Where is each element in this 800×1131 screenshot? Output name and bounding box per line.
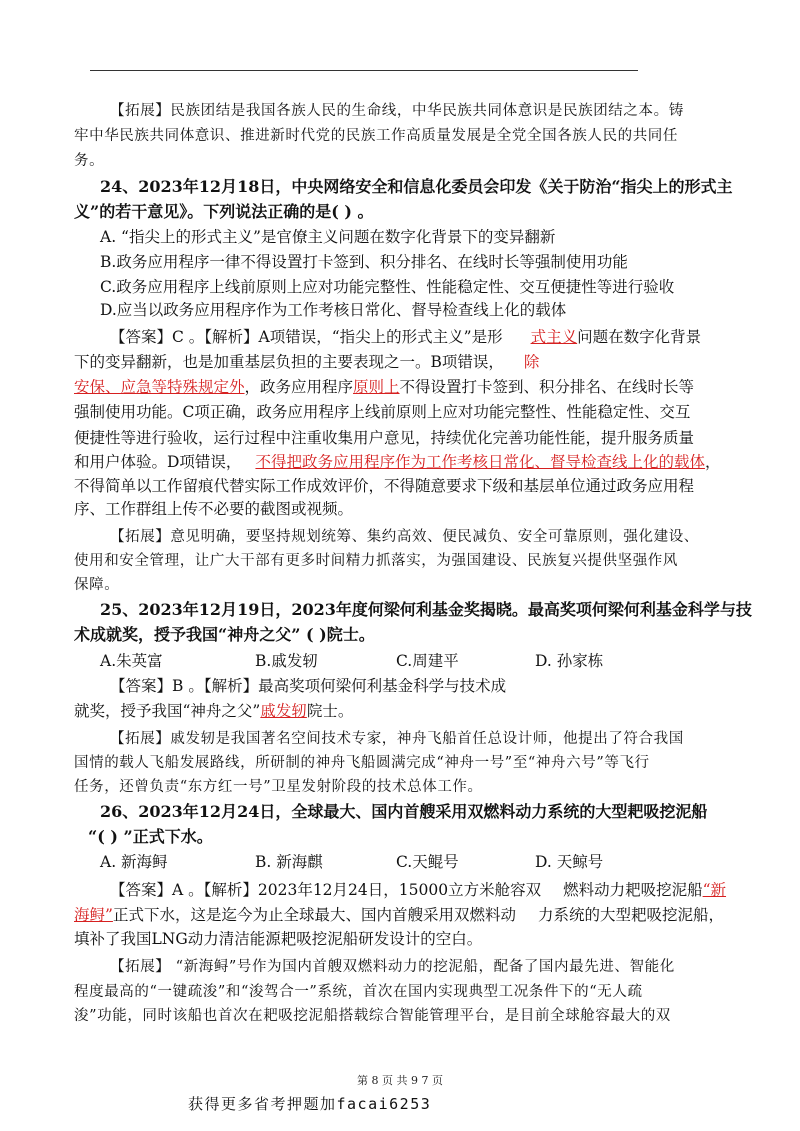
answer-highlight: 戚发轫: [260, 702, 307, 720]
answer-text: 燃料动力耙吸挖泥船: [563, 881, 703, 899]
answer-text: ，: [704, 453, 721, 471]
answer-line: [74, 350, 539, 374]
extension-text: 浚”功能，同时该船也首次在耙吸挖泥船搭载综合智能管理平台，是目前全球舱容最大的双: [74, 1008, 671, 1024]
answer-line: [110, 325, 701, 349]
answer-line: 【答案】B 。【解析】最高奖项何梁何利基金科学与技术成: [110, 677, 507, 695]
extension-text: 【拓展】 “新海鲟”号作为国内首艘双燃料动力的挖泥船，配备了国内最先进、智能化: [110, 959, 675, 975]
answer-text: 下的变异翻新，也是加重基层负担的主要表现之一。B项错误，: [74, 353, 504, 371]
answer-highlight: 原则上: [353, 378, 400, 396]
answer-text: 院士。: [306, 702, 354, 720]
header-rule: [90, 70, 638, 71]
answer-line: 序、工作群组上传不必要的截图或视频。: [74, 500, 354, 518]
answer-line: [74, 699, 353, 723]
question-25-stem: 25、2023年12月19日，2023年度何梁何利基金奖揭晓。最高奖项何梁何利基金科学与技: [100, 600, 752, 619]
answer-line: [74, 903, 724, 927]
question-26-stem: 26、2023年12月24日，全球最大、国内首艘采用双燃料动力系统的大型耙吸挖泥船: [100, 802, 708, 821]
answer-highlight: 除: [523, 353, 540, 371]
answer-text: 和用户体验。D项错误，: [74, 453, 242, 471]
answer-text: ，政务应用程序: [244, 378, 354, 396]
option-c: C.周建平: [396, 652, 459, 670]
answer-line: 便捷性等进行验收，运行过程中注重收集用户意见，持续优化完善功能性能，提升服务质量: [74, 429, 695, 447]
answer-line: [74, 450, 720, 474]
answer-text: 不得设置打卡签到、积分排名、在线时长等: [399, 378, 695, 396]
option-b: B.政务应用程序一律不得设置打卡签到、积分排名、在线时长等强制使用功能: [100, 253, 628, 271]
answer-highlight: “新: [702, 881, 727, 899]
option-a: A.朱英富: [100, 652, 163, 670]
extension-text: 【拓展】戚发轫是我国著名空间技术专家，神舟飞船首任总设计师，他提出了符合我国: [110, 731, 684, 747]
answer-text: 问题在数字化背景: [577, 328, 702, 346]
answer-text: 正式下水，这是迄今为止全球最大、国内首艘采用双燃料动: [112, 906, 516, 924]
extension-text: 国情的载人飞船发展路线，所研制的神舟飞船圆满完成“神舟一号”至“神舟六号”等飞行: [74, 755, 650, 771]
option-c: C.天鲲号: [396, 853, 459, 871]
option-b: B.戚发轫: [255, 652, 318, 670]
answer-line: [74, 375, 694, 399]
extension-text: 保障。: [74, 577, 120, 593]
extension-text: 【拓展】民族团结是我国各族人民的生命线，中华民族共同体意识是民族团结之本。铸: [110, 103, 684, 119]
answer-highlight: 安保、应急等特殊规定外: [74, 378, 245, 396]
answer-line: [110, 878, 726, 902]
question-26-stem: “( ) ”正式下水。: [88, 827, 213, 846]
answer-highlight: 式主义: [530, 328, 578, 346]
answer-highlight: 不得把政务应用程序作为工作考核日常化、督导检查线上化的载体: [255, 453, 705, 471]
extension-text: 【拓展】意见明确，要坚持规划统筹、集约高效、便民减负、安全可靠原则，强化建设、: [110, 529, 699, 545]
option-d: D. 孙家栋: [535, 652, 604, 670]
question-24-stem: 24、2023年12月18日，中央网络安全和信息化委员会印发《关于防治“指尖上的形式主: [100, 177, 733, 196]
answer-text: 【答案】A 。【解析】2023年12月24日，15000立方米舱容双: [110, 881, 542, 899]
extension-text: 任务，还曾负责“东方红一号”卫星发射阶段的技术总体工作。: [74, 779, 483, 795]
option-b: B. 新海麒: [255, 853, 323, 871]
extension-text: 牢中华民族共同体意识、推进新时代党的民族工作高质量发展是全党全国各族人民的共同任: [74, 128, 678, 144]
extension-text: 务。: [74, 153, 105, 169]
page-number: 第 8 页 共 9 7 页: [357, 1074, 443, 1087]
option-a: A. “指尖上的形式主义”是官僚主义问题在数字化背景下的变异翻新: [100, 228, 556, 246]
extension-text: 程度最高的“一键疏浚”和“浚驾合一”系统，首次在国内实现典型工况条件下的“无人疏: [74, 984, 643, 1000]
answer-line: 不得简单以工作留痕代替实际工作成效评价，不得随意要求下级和基层单位通过政务应用程: [74, 477, 695, 495]
option-d: D. 天鲸号: [535, 853, 604, 871]
answer-text: 就奖，授予我国“神舟之父”: [74, 702, 261, 720]
answer-line: 强制使用功能。C项正确，政务应用程序上线前原则上应对功能完整性、性能稳定性、交互: [74, 403, 691, 421]
extension-text: 使用和安全管理，让广大干部有更多时间精力抓落实，为强国建设、民族复兴提供坚强作风: [74, 553, 678, 569]
answer-text: 力系统的大型耙吸挖泥船，: [537, 906, 724, 924]
promo-text: 获得更多省考押题加facai6253: [188, 1095, 432, 1113]
answer-line: 填补了我国LNG动力清洁能源耙吸挖泥船研发设计的空白。: [74, 930, 483, 948]
option-d: D.应当以政务应用程序作为工作考核日常化、督导检查线上化的载体: [100, 301, 567, 319]
answer-text: 【答案】C 。【解析】A项错误，“指尖上的形式主义”是形: [110, 328, 503, 346]
option-a: A. 新海鲟: [100, 853, 168, 871]
question-24-stem: 义”的若干意见》。下列说法正确的是( ) 。: [74, 202, 374, 221]
option-c: C.政务应用程序上线前原则上应对功能完整性、性能稳定性、交互便捷性等进行验收: [100, 278, 675, 296]
answer-highlight: 海鲟”: [74, 906, 113, 924]
question-25-stem: 术成就奖，授予我国“神舟之父” ( )院士。: [74, 625, 375, 644]
